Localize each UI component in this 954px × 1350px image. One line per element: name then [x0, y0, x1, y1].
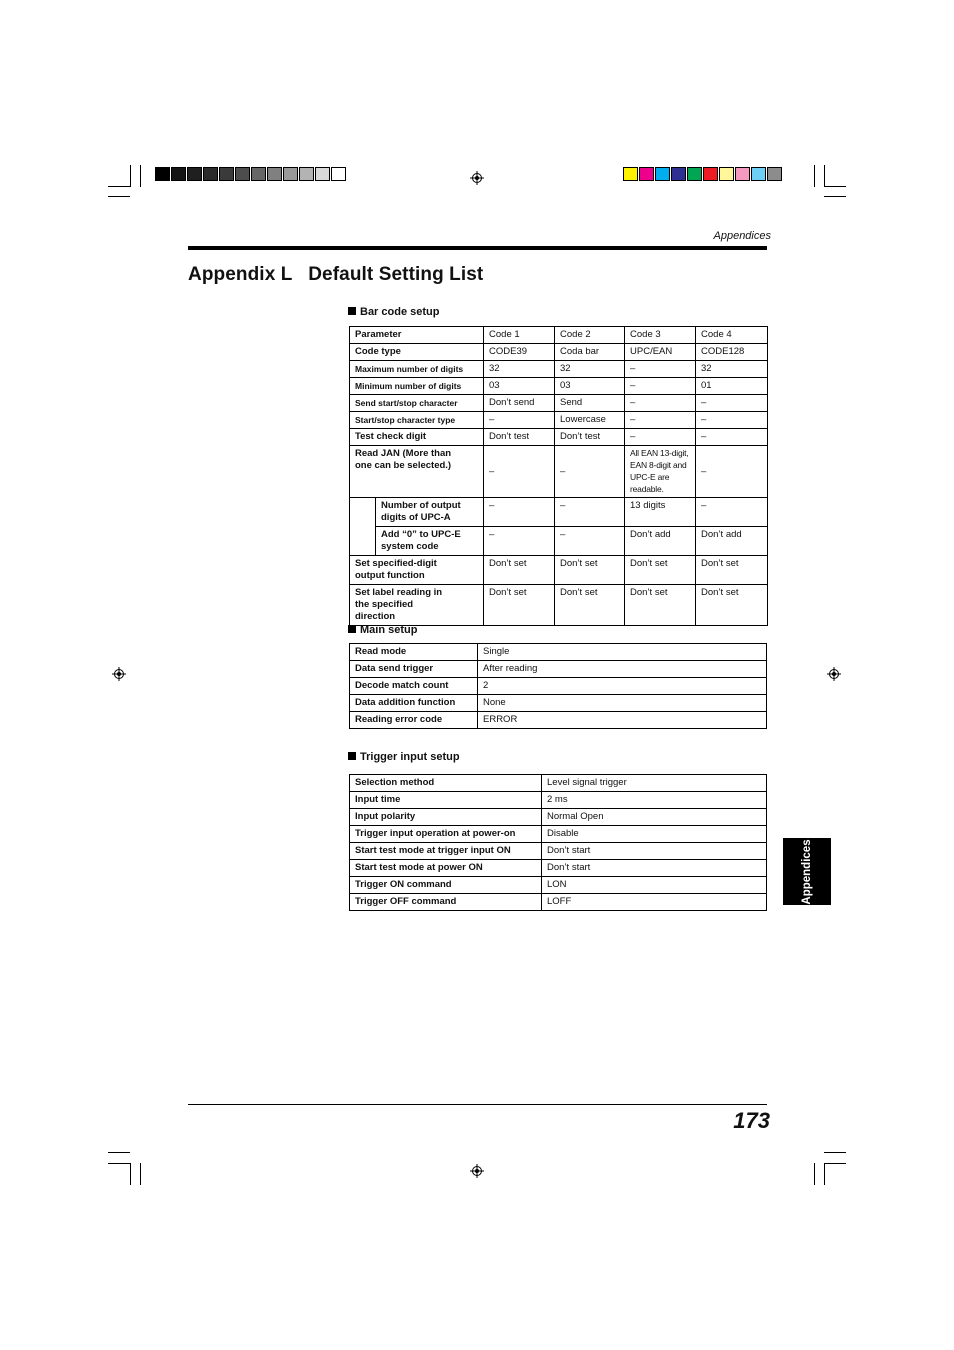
table-cell: 2 ms	[542, 792, 767, 809]
table-cell: –	[555, 446, 625, 498]
column-header: Code 3	[625, 327, 696, 344]
column-header: Code 1	[484, 327, 555, 344]
indent-cell	[350, 498, 376, 556]
running-header: Appendices	[713, 230, 771, 242]
table-row	[350, 712, 767, 729]
table-cell: Send	[555, 395, 625, 412]
table-cell: Trigger input operation at power-on	[350, 826, 542, 843]
table-cell: 32	[555, 361, 625, 378]
color-swatch-10	[767, 167, 782, 181]
color-swatch-8	[735, 167, 750, 181]
table-row	[350, 860, 767, 877]
table-row	[350, 527, 768, 556]
table-row	[350, 429, 768, 446]
color-swatch-1	[623, 167, 638, 181]
gray-swatch-9	[283, 167, 298, 181]
table-cell: –	[484, 527, 555, 556]
color-swatch-4	[671, 167, 686, 181]
table-cell: –	[625, 429, 696, 446]
table-row	[350, 361, 768, 378]
color-swatch-6	[703, 167, 718, 181]
registration-mark-icon	[112, 667, 126, 681]
trigger-setup-table	[349, 774, 767, 911]
table-cell: Start test mode at power ON	[350, 860, 542, 877]
table-cell: Don’t start	[542, 843, 767, 860]
table-row	[350, 775, 767, 792]
table-cell: Don’t set	[696, 556, 768, 585]
table-cell: –	[696, 412, 768, 429]
table-cell: 13 digits	[625, 498, 696, 527]
gray-swatch-7	[251, 167, 266, 181]
gray-swatch-10	[299, 167, 314, 181]
table-cell: Number of output digits of UPC-A	[376, 498, 484, 527]
bar-code-setup-heading-text: Bar code setup	[360, 306, 440, 318]
table-cell: Don’t set	[484, 556, 555, 585]
table-row	[350, 695, 767, 712]
table-cell: Don’t set	[484, 585, 555, 626]
table-cell: Maximum number of digits	[350, 361, 484, 378]
table-cell: Don’t set	[696, 585, 768, 626]
column-header: Code 4	[696, 327, 768, 344]
table-cell: –	[625, 378, 696, 395]
main-setup-heading-text: Main setup	[360, 624, 418, 636]
table-cell: CODE39	[484, 344, 555, 361]
table-cell: ERROR	[478, 712, 767, 729]
table-row	[350, 344, 768, 361]
table-cell: None	[478, 695, 767, 712]
table-cell: 03	[555, 378, 625, 395]
table-cell: Data send trigger	[350, 661, 478, 678]
table-row	[350, 877, 767, 894]
table-cell: Read mode	[350, 644, 478, 661]
table-cell: Lowercase	[555, 412, 625, 429]
table-row	[350, 327, 768, 344]
table-cell: –	[696, 429, 768, 446]
gray-swatch-6	[235, 167, 250, 181]
table-cell: 01	[696, 378, 768, 395]
registration-mark-icon	[470, 171, 484, 185]
table-cell: All EAN 13-digit, EAN 8-digit and UPC-E are readable.	[625, 446, 696, 498]
square-bullet-icon	[348, 752, 356, 760]
table-cell: 32	[696, 361, 768, 378]
table-cell: Read JAN (More than one can be selected.)	[350, 446, 484, 498]
color-swatch-5	[687, 167, 702, 181]
table-cell: –	[484, 412, 555, 429]
color-swatch-3	[655, 167, 670, 181]
table-cell: Don’t send	[484, 395, 555, 412]
table-cell: After reading	[478, 661, 767, 678]
gray-swatch-4	[203, 167, 218, 181]
table-row	[350, 556, 768, 585]
color-swatch-2	[639, 167, 654, 181]
table-cell: Set label reading in the specified direction	[350, 585, 484, 626]
table-cell: Code type	[350, 344, 484, 361]
color-bar	[623, 167, 783, 181]
gray-swatch-1	[155, 167, 170, 181]
table-cell: –	[696, 446, 768, 498]
table-row	[350, 412, 768, 429]
table-cell: Don’t set	[625, 556, 696, 585]
bar-code-setup-heading	[348, 306, 439, 318]
table-row	[350, 678, 767, 695]
bar-code-setup-table	[349, 326, 768, 626]
table-cell: Don’t set	[555, 556, 625, 585]
table-cell: Start/stop character type	[350, 412, 484, 429]
table-row	[350, 378, 768, 395]
gray-swatch-12	[331, 167, 346, 181]
trigger-setup-heading-text: Trigger input setup	[360, 751, 460, 763]
table-cell: Start test mode at trigger input ON	[350, 843, 542, 860]
gray-color-bar	[155, 167, 347, 181]
table-cell: –	[696, 498, 768, 527]
table-cell: 03	[484, 378, 555, 395]
table-cell: Selection method	[350, 775, 542, 792]
table-cell: LOFF	[542, 894, 767, 911]
table-cell: Send start/stop character	[350, 395, 484, 412]
color-swatch-9	[751, 167, 766, 181]
trigger-setup-heading	[348, 751, 460, 763]
table-cell: Disable	[542, 826, 767, 843]
table-cell: 32	[484, 361, 555, 378]
table-cell: Don’t start	[542, 860, 767, 877]
table-cell: Single	[478, 644, 767, 661]
table-cell: Normal Open	[542, 809, 767, 826]
appendices-side-tab	[783, 838, 831, 905]
table-cell: Reading error code	[350, 712, 478, 729]
column-header: Parameter	[350, 327, 484, 344]
table-cell: –	[555, 498, 625, 527]
table-row	[350, 446, 768, 498]
table-cell: Test check digit	[350, 429, 484, 446]
table-cell: Don’t set	[625, 585, 696, 626]
table-cell: Coda bar	[555, 344, 625, 361]
color-swatch-7	[719, 167, 734, 181]
table-row	[350, 843, 767, 860]
table-cell: Don’t add	[696, 527, 768, 556]
table-cell: Don’t test	[484, 429, 555, 446]
square-bullet-icon	[348, 307, 356, 315]
gray-swatch-3	[187, 167, 202, 181]
table-cell: Input polarity	[350, 809, 542, 826]
footer-rule	[188, 1104, 767, 1105]
table-row	[350, 792, 767, 809]
gray-swatch-11	[315, 167, 330, 181]
table-row	[350, 809, 767, 826]
main-setup-table	[349, 643, 767, 729]
table-cell: CODE128	[696, 344, 768, 361]
table-cell: –	[625, 412, 696, 429]
table-cell: –	[625, 361, 696, 378]
table-cell: –	[555, 527, 625, 556]
table-cell: –	[625, 395, 696, 412]
table-cell: –	[696, 395, 768, 412]
table-cell: Set specified-digit output function	[350, 556, 484, 585]
table-cell: –	[484, 446, 555, 498]
table-row	[350, 498, 768, 527]
registration-mark-icon	[470, 1164, 484, 1178]
table-cell: Input time	[350, 792, 542, 809]
gray-swatch-2	[171, 167, 186, 181]
table-row	[350, 585, 768, 626]
table-cell: LON	[542, 877, 767, 894]
registration-mark-icon	[827, 667, 841, 681]
table-cell: Trigger OFF command	[350, 894, 542, 911]
table-cell: Don’t test	[555, 429, 625, 446]
table-row	[350, 395, 768, 412]
table-cell: Decode match count	[350, 678, 478, 695]
main-setup-heading	[348, 624, 417, 636]
table-cell: Don’t set	[555, 585, 625, 626]
table-cell: UPC/EAN	[625, 344, 696, 361]
table-row	[350, 644, 767, 661]
table-cell: –	[484, 498, 555, 527]
square-bullet-icon	[348, 625, 356, 633]
gray-swatch-8	[267, 167, 282, 181]
table-row	[350, 661, 767, 678]
table-cell: 2	[478, 678, 767, 695]
table-cell: Minimum number of digits	[350, 378, 484, 395]
gray-swatch-5	[219, 167, 234, 181]
table-row	[350, 826, 767, 843]
header-rule	[188, 246, 767, 250]
table-cell: Don’t add	[625, 527, 696, 556]
table-cell: Data addition function	[350, 695, 478, 712]
side-tab-label: Appendices	[801, 838, 813, 905]
column-header: Code 2	[555, 327, 625, 344]
page-number: 173	[733, 1108, 770, 1133]
table-cell: Trigger ON command	[350, 877, 542, 894]
table-cell: Add “0” to UPC-E system code	[376, 527, 484, 556]
table-row	[350, 894, 767, 911]
page-title: Appendix L Default Setting List	[188, 264, 484, 285]
table-cell: Level signal trigger	[542, 775, 767, 792]
